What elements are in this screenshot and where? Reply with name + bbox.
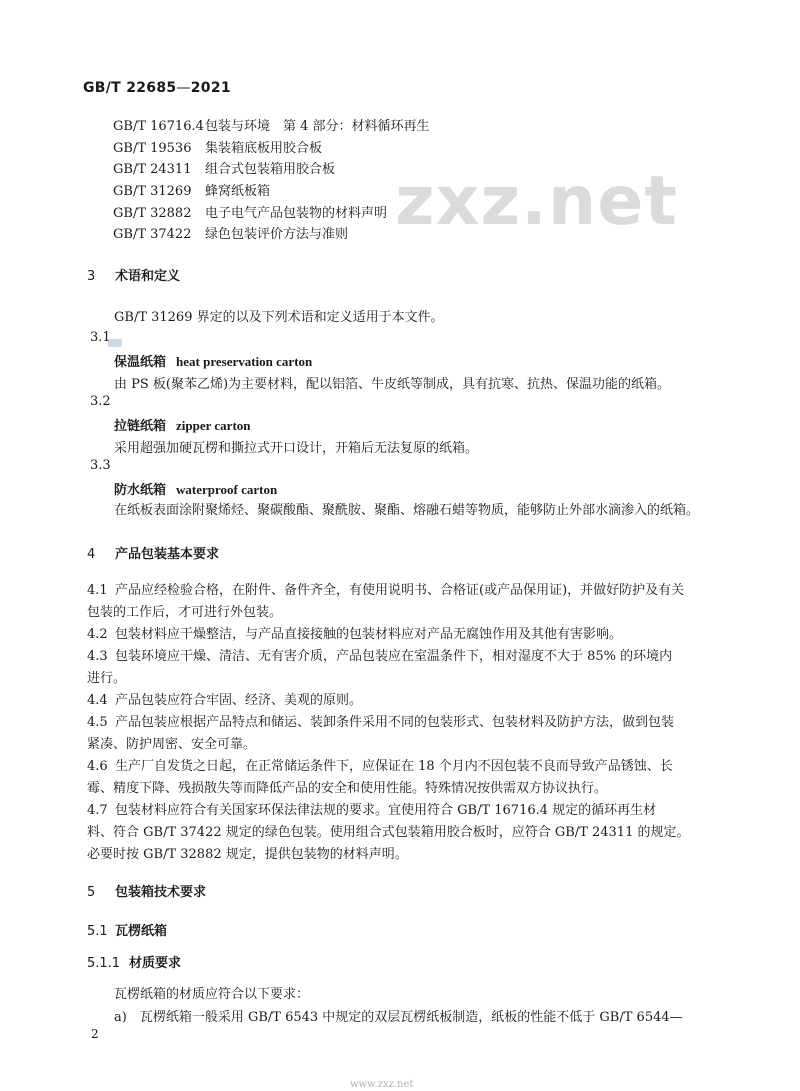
reference-code: GB/T 19536 <box>113 140 192 156</box>
requirement-text: 产品应经检验合格，在附件、备件齐全，有使用说明书、合格证(或产品保用证)，并做好防护及有关 <box>115 583 685 598</box>
page-number: 2 <box>91 1027 99 1041</box>
requirement-item <box>87 712 707 756</box>
requirement-text: 包装环境应干燥、清洁、无有害介质，产品包装应在室温条件下，相对湿度不大于 85% 的环境内 <box>115 649 673 664</box>
requirement-number: 4.4 <box>87 693 108 708</box>
section-number: 3 <box>87 269 96 284</box>
term-definition: 采用超强加硬瓦楞和撕拉式开口设计，开箱后无法复原的纸箱。 <box>114 441 479 456</box>
term-number: 3.3 <box>90 458 111 473</box>
reference-code: GB/T 24311 <box>113 162 192 178</box>
requirement-number: 4.7 <box>87 803 108 818</box>
section-title: 包装箱技术要求 <box>115 885 207 900</box>
reference-code: GB/T 31269 <box>113 184 192 200</box>
standard-dash: — <box>176 80 191 96</box>
requirement-item <box>87 800 707 866</box>
requirement-text: 包装材料应符合有关国家环保法律法规的要求。宜使用符合 GB/T 16716.4 规定的循环再生材 <box>115 803 657 818</box>
reference-code: GB/T 37422 <box>113 227 192 243</box>
reference-item <box>113 138 430 160</box>
requirement-number: 4.5 <box>87 715 108 730</box>
requirement-text: 紧凑、防护周密、安全可靠。 <box>87 737 257 752</box>
requirement-text: 必要时按 GB/T 32882 规定，提供包装物的材料声明。 <box>87 847 408 862</box>
watermark: zxz.net <box>395 162 678 241</box>
subsection-title: 瓦楞纸箱 <box>115 924 168 939</box>
subsection-number: 5.1 <box>87 924 108 939</box>
standard-number: 22685 <box>126 80 177 96</box>
list-item-a: a) 瓦楞纸箱一般采用 GB/T 6543 中规定的双层瓦楞纸板制造，纸板的性能不低于 GB/T 6544— <box>114 1010 683 1025</box>
term-heading <box>114 415 251 434</box>
footer-text: www.zxz.net <box>350 1079 414 1090</box>
materials-intro: 瓦楞纸箱的材质应符合以下要求： <box>114 987 310 1002</box>
term-heading <box>114 351 312 370</box>
requirement-text: 料、符合 GB/T 37422 规定的绿色包装。使用组合式包装箱用胶合板时，应符合 GB/T 24311 的规定。 <box>87 825 690 840</box>
section-3-heading <box>87 265 180 284</box>
reference-code: GB/T 32882 <box>113 205 192 221</box>
subsection-title: 材质要求 <box>129 956 182 971</box>
term-en: zipper carton <box>176 418 251 433</box>
reference-item <box>113 224 430 246</box>
requirement-item <box>87 690 707 712</box>
requirement-item <box>87 580 707 624</box>
requirement-text: 进行。 <box>87 671 127 686</box>
term-zh: 拉链纸箱 <box>114 419 167 434</box>
reference-title: 电子电气产品包装物的材料声明 <box>205 205 388 221</box>
section-title: 产品包装基本要求 <box>115 547 220 562</box>
subsection-5-1-heading <box>87 920 167 939</box>
term-number: 3.1 <box>90 330 111 345</box>
requirement-text: 霉、精度下降、残损散失等而降低产品的安全和使用性能。特殊情况按供需双方协议执行。 <box>87 781 608 796</box>
references-list <box>113 116 430 246</box>
term-definition: 由 PS 板(聚苯乙烯)为主要材料，配以铝箔、牛皮纸等制成，具有抗寒、抗热、保温功能的纸箱。 <box>114 377 671 392</box>
subsection-number: 5.1.1 <box>87 956 121 971</box>
requirement-text: 产品包装应符合牢固、经济、美观的原则。 <box>115 693 363 708</box>
requirement-text: 包装的工作后，才可进行外包装。 <box>87 605 283 620</box>
requirement-number: 4.3 <box>87 649 108 664</box>
reference-item <box>113 203 430 225</box>
standard-year: 2021 <box>190 80 231 96</box>
subsection-5-1-1-heading <box>87 952 181 971</box>
section-title: 术语和定义 <box>115 269 181 284</box>
term-en: waterproof carton <box>176 482 278 497</box>
requirement-number: 4.1 <box>87 583 108 598</box>
requirement-item <box>87 624 707 646</box>
section-number: 4 <box>87 547 96 562</box>
term-en: heat preservation carton <box>176 354 313 369</box>
reference-title: 集装箱底板用胶合板 <box>205 140 323 156</box>
reference-title: 组合式包装箱用胶合板 <box>205 162 336 178</box>
requirement-text: 生产厂自发货之日起，在正常储运条件下，应保证在 18 个月内不因包装不良而导致产品锈蚀、长 <box>115 759 673 774</box>
requirement-text: 包装材料应干燥整洁，与产品直接接触的包装材料应对产品无腐蚀作用及其他有害影响。 <box>115 627 623 642</box>
reference-item <box>113 159 430 181</box>
section-3-intro: GB/T 31269 界定的以及下列术语和定义适用于本文件。 <box>114 310 444 325</box>
term-number: 3.2 <box>90 394 111 409</box>
section-4-heading <box>87 543 219 562</box>
requirement-text: 产品包装应根据产品特点和储运、装卸条件采用不同的包装形式、包装材料及防护方法，做到包装 <box>115 715 675 730</box>
term-definition: 在纸板表面涂附聚烯烃、聚碳酸酯、聚酰胺、聚酯、熔融石蜡等物质，能够防止外部水滴渗入的纸箱。 <box>114 503 700 518</box>
standard-code: GB/T <box>83 80 122 96</box>
document-header <box>83 80 231 96</box>
section-5-heading <box>87 881 206 900</box>
reference-item <box>113 116 430 138</box>
requirement-number: 4.2 <box>87 627 108 642</box>
section-number: 5 <box>87 885 96 900</box>
requirement-number: 4.6 <box>87 759 108 774</box>
reference-title: 包装与环境 第 4 部分：材料循环再生 <box>205 119 430 134</box>
requirement-item <box>87 756 707 800</box>
reference-title: 绿色包装评价方法与准则 <box>205 227 349 243</box>
reference-code: GB/T 16716.4 <box>113 119 204 134</box>
term-heading <box>114 479 277 498</box>
requirement-item <box>87 646 707 690</box>
term-zh: 防水纸箱 <box>114 483 167 498</box>
reference-item <box>113 181 430 203</box>
term-zh: 保温纸箱 <box>114 355 167 370</box>
reference-title: 蜂窝纸板箱 <box>205 184 271 200</box>
